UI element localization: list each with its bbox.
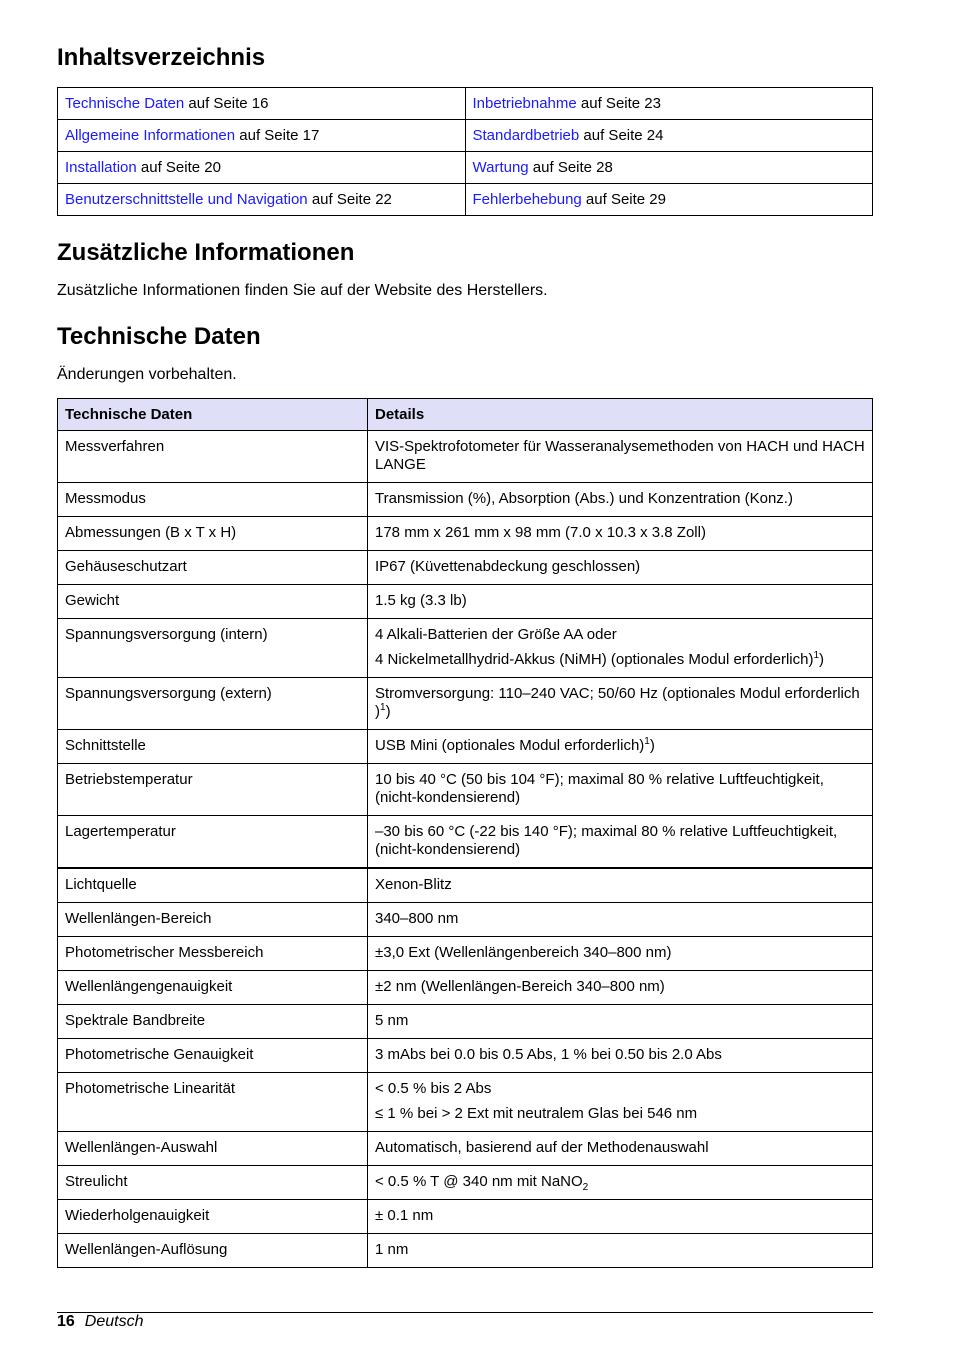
toc-link[interactable]: Technische Daten [65,95,185,112]
spec-label: Betriebstemperatur [58,764,368,816]
spec-value-line [375,910,865,928]
footnote-mark: 1 [380,702,386,713]
toc-link[interactable]: Benutzerschnittstelle und Navigation [65,191,308,208]
spec-label: Streulicht [58,1166,368,1200]
spec-value-line [375,592,865,610]
spec-label: Lagertemperatur [58,816,368,869]
spec-value-text: Automatisch, basierend auf der Methodenauswahl [375,1139,709,1156]
spec-value-text: < 0.5 % T @ 340 nm mit NaNO [375,1173,583,1190]
spec-header-label: Technische Daten [58,399,368,431]
spec-value-line [375,1139,865,1157]
spec-label: Spannungsversorgung (extern) [58,678,368,730]
spec-value-text: 340–800 nm [375,910,459,927]
spec-value [368,1166,873,1200]
spec-value-text: 10 bis 40 °C (50 bis 104 °F); maximal 80 % relative Luftfeuchtigkeit, (nicht-kondensierend) [375,771,824,806]
technical-heading: Technische Daten [57,323,261,350]
spec-value-text: USB Mini (optionales Modul erforderlich) [375,737,645,754]
toc-row [58,184,873,216]
spec-table [57,398,873,1268]
spec-value-line [375,1046,865,1064]
toc-page-ref: auf Seite 23 [576,95,661,112]
spec-row [58,971,873,1005]
page-footer [57,1313,144,1331]
spec-row [58,585,873,619]
spec-value [368,1005,873,1039]
toc-link[interactable]: Standardbetrieb [472,127,580,144]
spec-row [58,517,873,551]
spec-label: Photometrischer Messbereich [58,937,368,971]
toc-row [58,120,873,152]
toc-link[interactable]: Wartung [472,159,529,176]
spec-row [58,764,873,816]
toc-page-ref: auf Seite 16 [184,95,269,112]
spec-value-line [375,1080,865,1098]
subscript-mark: 2 [582,1182,589,1193]
spec-row [58,1200,873,1234]
toc-link[interactable]: Allgemeine Informationen [65,127,236,144]
toc-link[interactable]: Installation [65,159,137,176]
spec-value [368,1200,873,1234]
spec-value-text: 1.5 kg (3.3 lb) [375,592,467,609]
spec-value-text: IP67 (Küvettenabdeckung geschlossen) [375,558,641,575]
spec-value-line [375,685,865,721]
toc-cell [58,88,466,120]
spec-value-text: 4 Nickelmetallhydrid-Akkus (NiMH) (optionales Modul erforderlich) [375,651,814,668]
spec-value-line [375,626,865,644]
spec-value [368,1039,873,1073]
spec-value [368,517,873,551]
spec-value-line [375,1241,865,1259]
close-paren: ) [385,703,391,720]
spec-value [368,937,873,971]
additional-heading: Zusätzliche Informationen [57,239,355,266]
spec-label: Abmessungen (B x T x H) [58,517,368,551]
close-paren: ) [819,651,825,668]
spec-value-text: 4 Alkali-Batterien der Größe AA oder [375,626,617,643]
toc-link[interactable]: Inbetriebnahme [472,95,577,112]
spec-label: Messmodus [58,483,368,517]
spec-header-details: Details [368,399,873,431]
spec-row [58,1039,873,1073]
spec-row [58,1073,873,1132]
spec-value-text: 3 mAbs bei 0.0 bis 0.5 Abs, 1 % bei 0.50 bis 2.0 Abs [375,1046,722,1063]
spec-value [368,764,873,816]
spec-value [368,816,873,869]
spec-value [368,971,873,1005]
toc-page-ref: auf Seite 28 [528,159,613,176]
spec-value-text: < 0.5 % bis 2 Abs [375,1080,492,1097]
spec-label: Photometrische Genauigkeit [58,1039,368,1073]
spec-value [368,431,873,483]
toc-cell [58,152,466,184]
toc-page-ref: auf Seite 17 [235,127,320,144]
spec-value-text: ± 0.1 nm [375,1207,434,1224]
spec-value-line [375,978,865,996]
toc-row [58,88,873,120]
spec-value-text: VIS-Spektrofotometer für Wasseranalysemethoden von HACH und HACH LANGE [375,438,865,473]
toc-cell [465,184,873,216]
spec-label: Spannungsversorgung (intern) [58,619,368,678]
spec-row [58,483,873,517]
toc-heading: Inhaltsverzeichnis [57,44,266,71]
spec-row [58,1005,873,1039]
spec-label: Wellenlängengenauigkeit [58,971,368,1005]
toc-page-ref: auf Seite 22 [307,191,392,208]
spec-value-line [375,876,865,894]
spec-value [368,678,873,730]
spec-value-line [375,771,865,807]
spec-value-text: –30 bis 60 °C (-22 bis 140 °F); maximal 80 % relative Luftfeuchtigkeit, (nicht-kondensierend) [375,823,838,858]
spec-value-line [375,524,865,542]
spec-label: Lichtquelle [58,868,368,903]
toc-row [58,152,873,184]
spec-row [58,816,873,869]
spec-value-text: Transmission (%), Absorption (Abs.) und Konzentration (Konz.) [375,490,793,507]
spec-value-text: ≤ 1 % bei > 2 Ext mit neutralem Glas bei 546 nm [375,1105,698,1122]
spec-row [58,678,873,730]
toc-cell [465,152,873,184]
spec-value-line [375,558,865,576]
spec-value [368,1073,873,1132]
spec-row [58,551,873,585]
spec-header-row [58,399,873,431]
toc-page-ref: auf Seite 20 [136,159,221,176]
spec-value [368,903,873,937]
footnote-mark: 1 [813,650,820,661]
spec-value [368,868,873,903]
spec-label: Gehäuseschutzart [58,551,368,585]
footer-language: Deutsch [84,1313,144,1330]
technical-note: Änderungen vorbehalten. [57,366,237,383]
close-paren: ) [649,737,655,754]
spec-value-line [375,651,865,669]
spec-value-line [375,823,865,859]
toc-cell [465,88,873,120]
spec-value-text: Stromversorgung: 110–240 VAC; 50/60 Hz (optionales Modul erforderlich ) [375,685,860,720]
spec-value-text: ±2 nm (Wellenlängen-Bereich 340–800 nm) [375,978,665,995]
toc-link[interactable]: Fehlerbehebung [472,191,582,208]
spec-row [58,1166,873,1200]
spec-value-text: 178 mm x 261 mm x 98 mm (7.0 x 10.3 x 3.8 Zoll) [375,524,706,541]
spec-row [58,730,873,764]
spec-row [58,431,873,483]
spec-row [58,619,873,678]
spec-row [58,937,873,971]
spec-value [368,483,873,517]
toc-page-ref: auf Seite 24 [579,127,664,144]
spec-value-line [375,490,865,508]
spec-row [58,1132,873,1166]
spec-value-text: 1 nm [375,1241,409,1258]
spec-label: Spektrale Bandbreite [58,1005,368,1039]
spec-value-text: ±3,0 Ext (Wellenlängenbereich 340–800 nm) [375,944,672,961]
spec-value-line [375,438,865,474]
spec-value-line [375,944,865,962]
toc-cell [58,184,466,216]
spec-label: Messverfahren [58,431,368,483]
spec-label: Schnittstelle [58,730,368,764]
spec-label: Gewicht [58,585,368,619]
spec-value-line [375,1173,865,1191]
spec-row [58,1234,873,1268]
spec-value-line [375,737,865,755]
spec-row [58,903,873,937]
toc-page-ref: auf Seite 29 [581,191,666,208]
spec-label: Wiederholgenauigkeit [58,1200,368,1234]
spec-value [368,730,873,764]
spec-value [368,1132,873,1166]
spec-row [58,868,873,903]
spec-value-text: Xenon-Blitz [375,876,452,893]
toc-cell [465,120,873,152]
spec-value [368,551,873,585]
spec-label: Wellenlängen-Bereich [58,903,368,937]
spec-value-line [375,1012,865,1030]
footnote-mark: 1 [644,736,650,747]
toc-table [57,87,873,216]
spec-value [368,1234,873,1268]
page-number: 16 [57,1313,75,1330]
spec-value-text: 5 nm [375,1012,409,1029]
spec-value [368,619,873,678]
toc-cell [58,120,466,152]
footer-divider [57,1312,873,1313]
spec-value-line [375,1105,865,1123]
spec-value [368,585,873,619]
spec-label: Photometrische Linearität [58,1073,368,1132]
additional-text: Zusätzliche Informationen finden Sie auf der Website des Herstellers. [57,282,548,299]
spec-label: Wellenlängen-Auswahl [58,1132,368,1166]
spec-label: Wellenlängen-Auflösung [58,1234,368,1268]
spec-value-line [375,1207,865,1225]
